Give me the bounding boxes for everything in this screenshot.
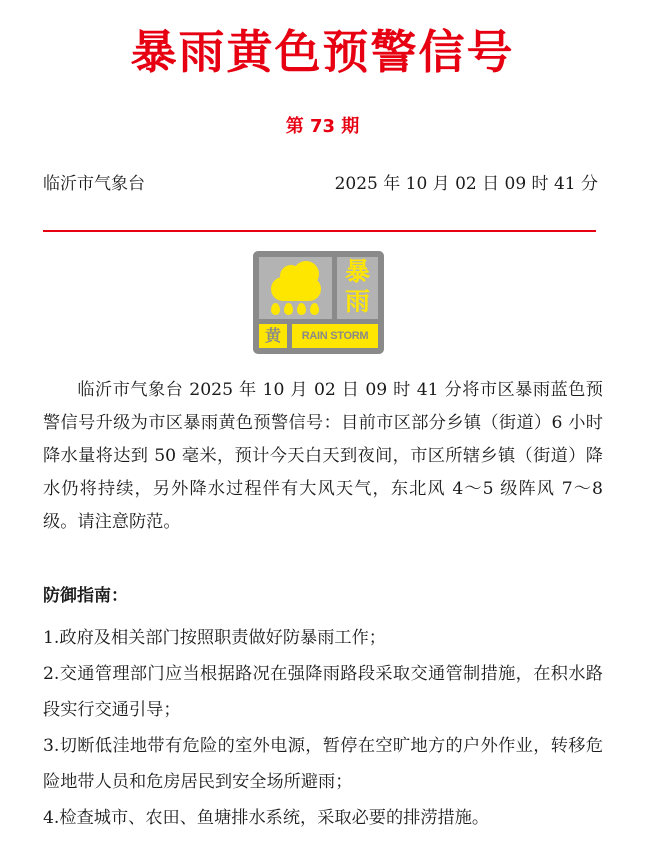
header-divider (43, 230, 596, 232)
rainstorm-yellow-warning-icon (253, 251, 384, 354)
guide-item: 4.检查城市、农田、鱼塘排水系统，采取必要的排涝措施。 (43, 808, 490, 828)
guide-item: 2.交通管理部门应当根据路况在强降雨路段采取交通管制措施，在积水路段实行交通引导； (43, 664, 603, 720)
issue-time: 2025 年 10 月 02 日 09 时 41 分 (334, 174, 598, 194)
cloud-shape (271, 277, 321, 301)
icon-char-bao: 暴 (344, 257, 370, 286)
warning-body-paragraph: 临沂市气象台 2025 年 10 月 02 日 09 时 41 分将市区暴雨蓝色预警信号升级为市区暴雨黄色预警信号：目前市区部分乡镇（街道）6 小时降水量将达到 50 毫米，预计今天白天到夜间，市区所辖乡镇（街道）降水仍将持续，另外降水过程伴有大风天气，东北风 4～5 级阵风 7～8 级。请注意防范。 (43, 380, 603, 532)
icon-chinese-label (337, 257, 378, 319)
heavy-rain-cloud-icon (259, 257, 332, 319)
guide-item: 1.政府及相关部门按照职责做好防暴雨工作； (43, 628, 386, 648)
guide-item: 3.切断低洼地带有危险的室外电源，暂停在空旷地方的户外作业，转移危险地带人员和危房居民到安全场所避雨； (43, 736, 603, 792)
icon-level-label: 黄 (259, 324, 287, 348)
document-title: 暴雨黄色预警信号 (130, 25, 515, 79)
raindrop-1 (271, 303, 280, 315)
icon-english-label: RAIN STORM (292, 324, 378, 348)
icon-char-yu: 雨 (344, 287, 370, 316)
raindrop-3 (297, 303, 306, 315)
raindrop-2 (284, 303, 293, 315)
guide-heading: 防御指南： (43, 586, 128, 606)
issuer-name: 临沂市气象台 (43, 174, 145, 194)
raindrop-4 (310, 303, 319, 315)
issue-number: 第 73 期 (285, 116, 360, 137)
guide-list (43, 620, 603, 836)
